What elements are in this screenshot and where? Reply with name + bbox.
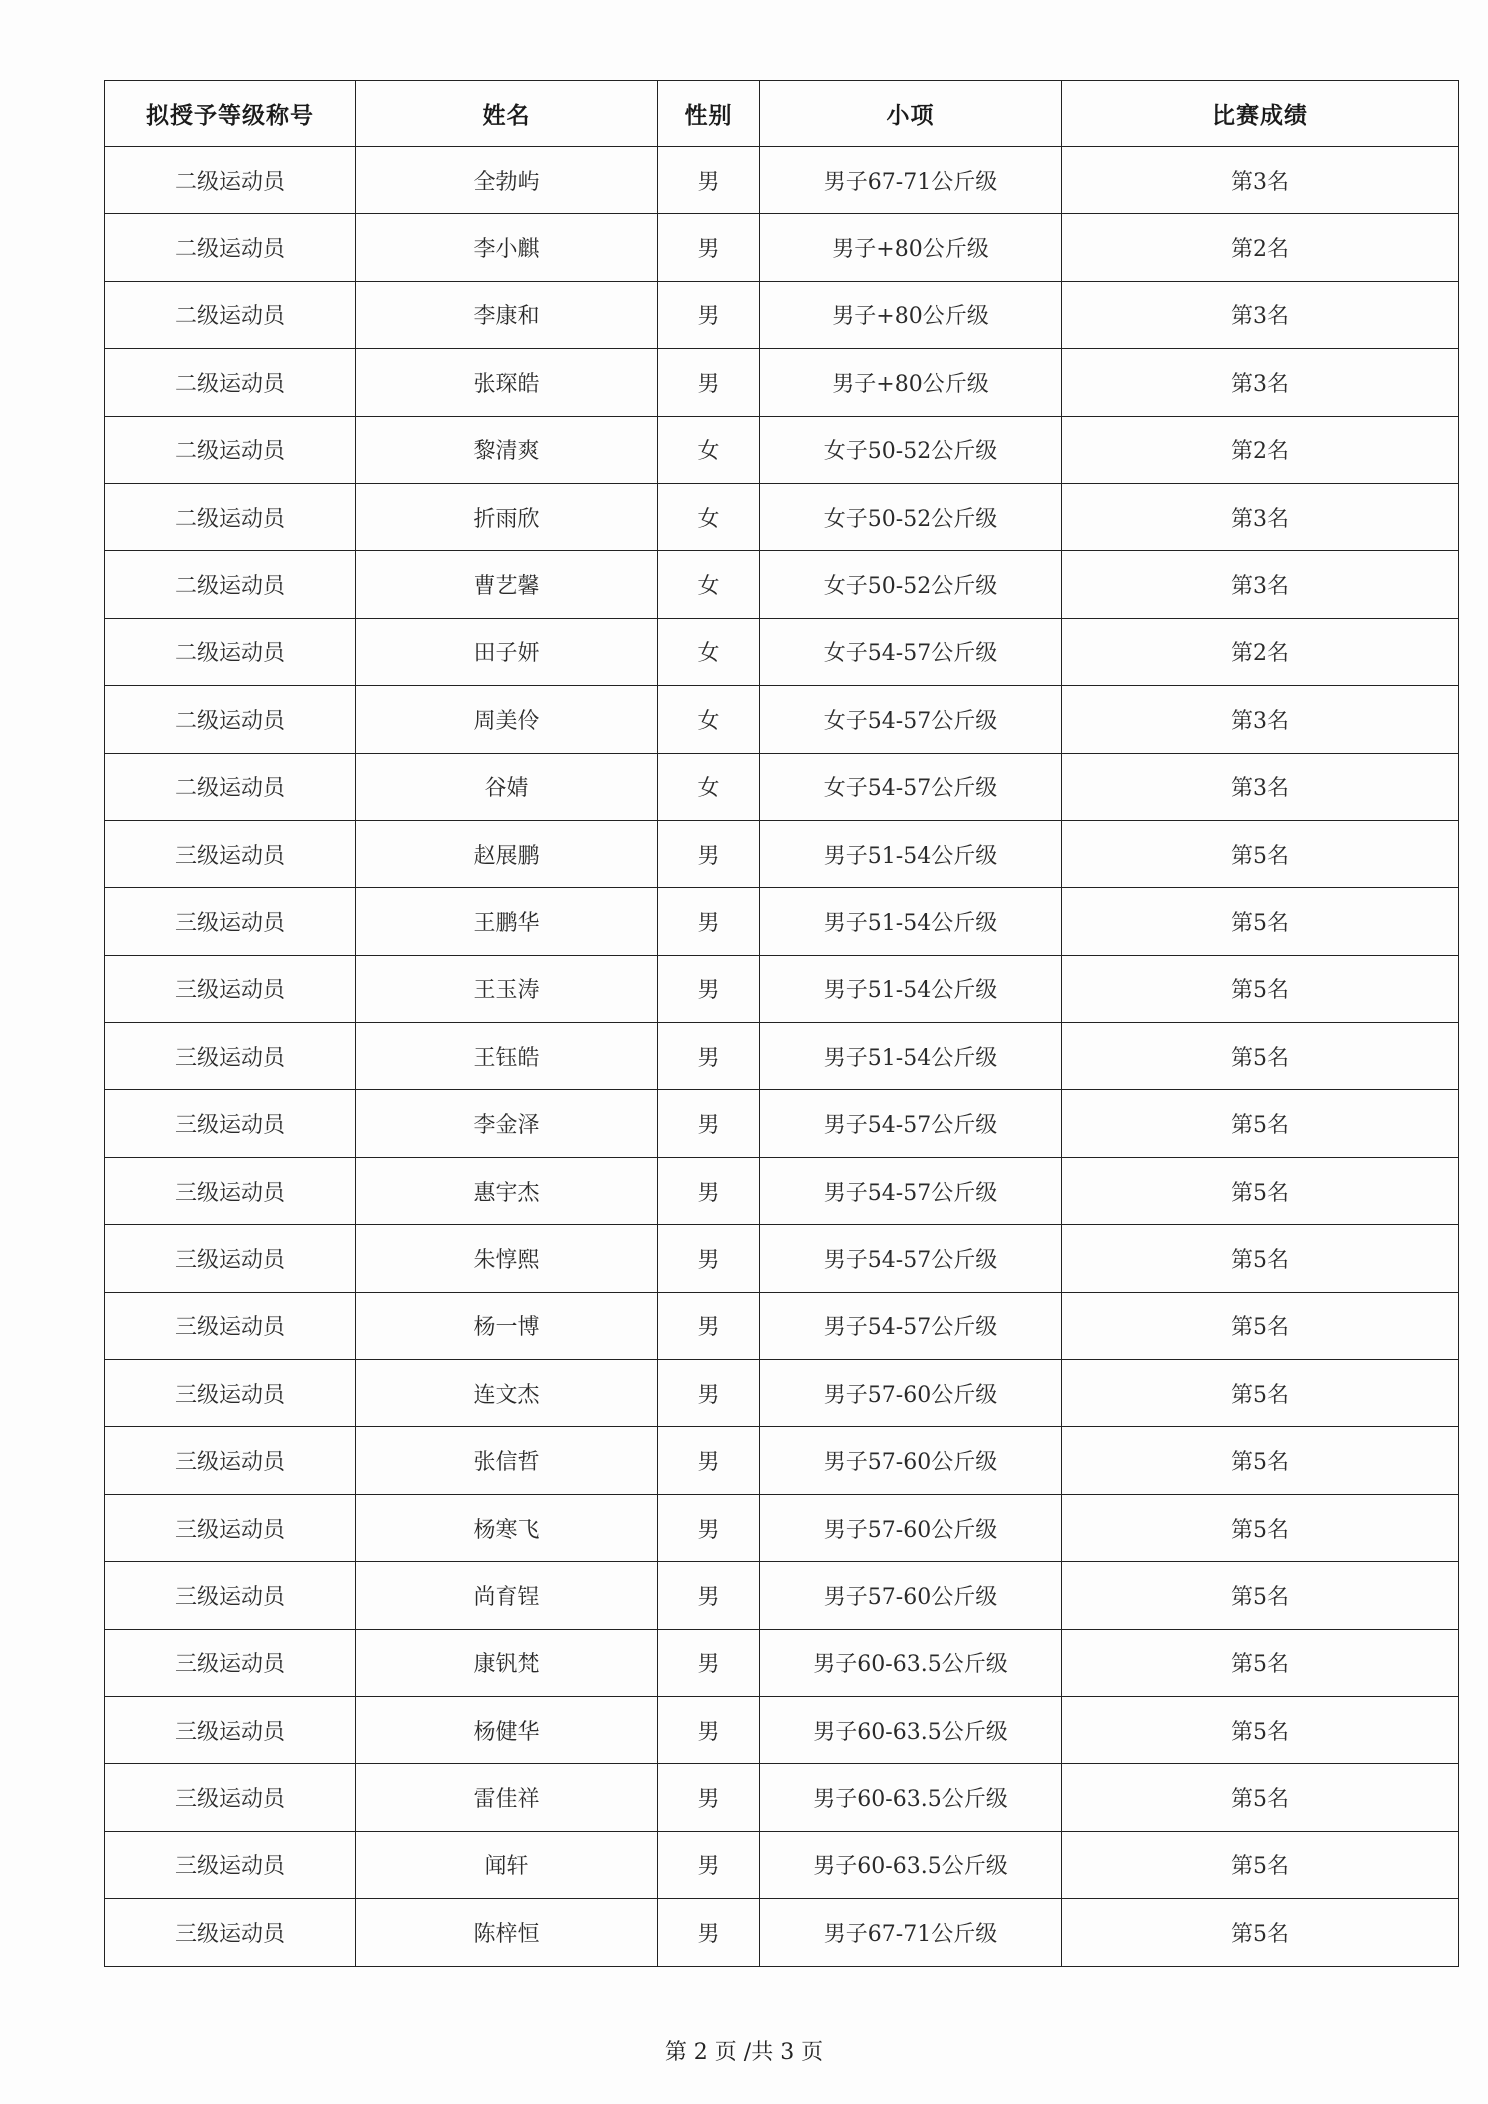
cell-result: 第5名	[1062, 1427, 1459, 1494]
cell-gender: 男	[658, 1696, 760, 1763]
cell-name: 王钰皓	[356, 1023, 658, 1090]
cell-result: 第5名	[1062, 1157, 1459, 1224]
cell-event: 男子60-63.5公斤级	[760, 1696, 1062, 1763]
cell-event: 男子+80公斤级	[760, 349, 1062, 416]
cell-gender: 男	[658, 1562, 760, 1629]
table-row	[105, 1764, 1459, 1831]
table-row	[105, 1899, 1459, 1966]
table-row	[105, 349, 1459, 416]
cell-name: 闻轩	[356, 1831, 658, 1898]
cell-level: 二级运动员	[105, 349, 356, 416]
page-number: 第 2 页 /共 3 页	[664, 2040, 824, 2065]
table-row	[105, 820, 1459, 887]
cell-name: 全勃屿	[356, 147, 658, 214]
cell-level: 三级运动员	[105, 1090, 356, 1157]
cell-level: 二级运动员	[105, 147, 356, 214]
table-row	[105, 1629, 1459, 1696]
cell-name: 康钒梵	[356, 1629, 658, 1696]
cell-result: 第5名	[1062, 1292, 1459, 1359]
cell-event: 男子51-54公斤级	[760, 820, 1062, 887]
cell-name: 谷婧	[356, 753, 658, 820]
cell-name: 雷佳祥	[356, 1764, 658, 1831]
table-row	[105, 1427, 1459, 1494]
cell-event: 男子57-60公斤级	[760, 1562, 1062, 1629]
cell-result: 第3名	[1062, 686, 1459, 753]
cell-level: 三级运动员	[105, 1427, 356, 1494]
cell-gender: 男	[658, 1090, 760, 1157]
cell-gender: 女	[658, 551, 760, 618]
cell-result: 第5名	[1062, 1225, 1459, 1292]
cell-result: 第2名	[1062, 618, 1459, 685]
table-row	[105, 1225, 1459, 1292]
cell-gender: 男	[658, 1157, 760, 1224]
table-row	[105, 1023, 1459, 1090]
cell-level: 三级运动员	[105, 1562, 356, 1629]
cell-level: 三级运动员	[105, 1023, 356, 1090]
cell-gender: 男	[658, 1360, 760, 1427]
cell-gender: 女	[658, 416, 760, 483]
table-row	[105, 618, 1459, 685]
table-row	[105, 147, 1459, 214]
cell-name: 田子妍	[356, 618, 658, 685]
table-row	[105, 416, 1459, 483]
cell-result: 第3名	[1062, 483, 1459, 550]
header-level: 拟授予等级称号	[105, 81, 356, 147]
cell-name: 李康和	[356, 281, 658, 348]
cell-level: 三级运动员	[105, 820, 356, 887]
cell-event: 男子51-54公斤级	[760, 888, 1062, 955]
cell-result: 第2名	[1062, 416, 1459, 483]
cell-name: 王鹏华	[356, 888, 658, 955]
cell-gender: 女	[658, 686, 760, 753]
cell-event: 男子+80公斤级	[760, 214, 1062, 281]
cell-result: 第5名	[1062, 1831, 1459, 1898]
cell-result: 第3名	[1062, 281, 1459, 348]
cell-gender: 男	[658, 1764, 760, 1831]
cell-event: 男子54-57公斤级	[760, 1090, 1062, 1157]
table-row	[105, 753, 1459, 820]
table-row	[105, 888, 1459, 955]
cell-gender: 男	[658, 281, 760, 348]
cell-event: 女子54-57公斤级	[760, 618, 1062, 685]
cell-name: 周美伶	[356, 686, 658, 753]
cell-name: 曹艺馨	[356, 551, 658, 618]
header-event: 小项	[760, 81, 1062, 147]
cell-level: 二级运动员	[105, 214, 356, 281]
cell-event: 女子50-52公斤级	[760, 483, 1062, 550]
cell-level: 三级运动员	[105, 1360, 356, 1427]
cell-gender: 男	[658, 1292, 760, 1359]
cell-result: 第3名	[1062, 147, 1459, 214]
cell-result: 第5名	[1062, 1696, 1459, 1763]
cell-event: 男子54-57公斤级	[760, 1225, 1062, 1292]
cell-result: 第3名	[1062, 753, 1459, 820]
cell-name: 张信哲	[356, 1427, 658, 1494]
cell-gender: 男	[658, 1225, 760, 1292]
cell-level: 二级运动员	[105, 551, 356, 618]
cell-event: 男子60-63.5公斤级	[760, 1764, 1062, 1831]
cell-name: 折雨欣	[356, 483, 658, 550]
cell-level: 二级运动员	[105, 483, 356, 550]
cell-name: 黎清爽	[356, 416, 658, 483]
athlete-roster-table	[104, 80, 1459, 1967]
cell-event: 男子+80公斤级	[760, 281, 1062, 348]
cell-level: 二级运动员	[105, 416, 356, 483]
cell-level: 三级运动员	[105, 1899, 356, 1966]
header-result: 比赛成绩	[1062, 81, 1459, 147]
cell-level: 二级运动员	[105, 618, 356, 685]
cell-level: 二级运动员	[105, 753, 356, 820]
table-row	[105, 686, 1459, 753]
cell-name: 连文杰	[356, 1360, 658, 1427]
cell-event: 男子57-60公斤级	[760, 1427, 1062, 1494]
header-gender: 性别	[658, 81, 760, 147]
cell-level: 三级运动员	[105, 888, 356, 955]
cell-name: 朱惇熙	[356, 1225, 658, 1292]
table-row	[105, 1494, 1459, 1561]
table-row	[105, 1090, 1459, 1157]
cell-result: 第5名	[1062, 1360, 1459, 1427]
cell-level: 三级运动员	[105, 1696, 356, 1763]
cell-gender: 女	[658, 753, 760, 820]
cell-event: 男子51-54公斤级	[760, 1023, 1062, 1090]
table-row	[105, 1157, 1459, 1224]
cell-name: 杨健华	[356, 1696, 658, 1763]
cell-result: 第5名	[1062, 1899, 1459, 1966]
table-body	[105, 147, 1459, 1967]
cell-name: 赵展鹏	[356, 820, 658, 887]
cell-result: 第2名	[1062, 214, 1459, 281]
cell-result: 第3名	[1062, 551, 1459, 618]
cell-result: 第5名	[1062, 888, 1459, 955]
cell-gender: 男	[658, 888, 760, 955]
cell-event: 女子54-57公斤级	[760, 686, 1062, 753]
cell-result: 第5名	[1062, 1023, 1459, 1090]
cell-result: 第5名	[1062, 1090, 1459, 1157]
table-row	[105, 281, 1459, 348]
cell-result: 第5名	[1062, 955, 1459, 1022]
cell-name: 张琛皓	[356, 349, 658, 416]
cell-gender: 女	[658, 483, 760, 550]
cell-level: 三级运动员	[105, 1831, 356, 1898]
cell-name: 尚育锃	[356, 1562, 658, 1629]
cell-gender: 女	[658, 618, 760, 685]
cell-event: 男子60-63.5公斤级	[760, 1629, 1062, 1696]
cell-name: 杨一博	[356, 1292, 658, 1359]
table-row	[105, 1696, 1459, 1763]
cell-event: 女子50-52公斤级	[760, 416, 1062, 483]
cell-gender: 男	[658, 1427, 760, 1494]
cell-name: 惠宇杰	[356, 1157, 658, 1224]
header-name: 姓名	[356, 81, 658, 147]
cell-result: 第5名	[1062, 1562, 1459, 1629]
cell-name: 王玉涛	[356, 955, 658, 1022]
table-row	[105, 1562, 1459, 1629]
cell-event: 男子51-54公斤级	[760, 955, 1062, 1022]
cell-event: 男子60-63.5公斤级	[760, 1831, 1062, 1898]
cell-level: 三级运动员	[105, 1292, 356, 1359]
table-row	[105, 1360, 1459, 1427]
cell-level: 二级运动员	[105, 686, 356, 753]
cell-event: 男子57-60公斤级	[760, 1360, 1062, 1427]
table-row	[105, 1831, 1459, 1898]
cell-level: 三级运动员	[105, 1225, 356, 1292]
cell-level: 三级运动员	[105, 1629, 356, 1696]
cell-gender: 男	[658, 214, 760, 281]
cell-gender: 男	[658, 1831, 760, 1898]
cell-level: 三级运动员	[105, 1764, 356, 1831]
cell-name: 李金泽	[356, 1090, 658, 1157]
cell-event: 男子54-57公斤级	[760, 1292, 1062, 1359]
table-row	[105, 214, 1459, 281]
cell-result: 第5名	[1062, 1494, 1459, 1561]
cell-name: 杨寒飞	[356, 1494, 658, 1561]
cell-level: 三级运动员	[105, 1157, 356, 1224]
cell-level: 三级运动员	[105, 955, 356, 1022]
cell-event: 男子54-57公斤级	[760, 1157, 1062, 1224]
cell-gender: 男	[658, 1023, 760, 1090]
cell-result: 第5名	[1062, 1629, 1459, 1696]
cell-result: 第5名	[1062, 820, 1459, 887]
cell-name: 陈梓恒	[356, 1899, 658, 1966]
cell-result: 第3名	[1062, 349, 1459, 416]
cell-gender: 男	[658, 820, 760, 887]
cell-gender: 男	[658, 1629, 760, 1696]
cell-result: 第5名	[1062, 1764, 1459, 1831]
cell-level: 三级运动员	[105, 1494, 356, 1561]
table-row	[105, 955, 1459, 1022]
cell-gender: 男	[658, 1899, 760, 1966]
table-row	[105, 551, 1459, 618]
cell-event: 男子67-71公斤级	[760, 147, 1062, 214]
cell-gender: 男	[658, 147, 760, 214]
cell-gender: 男	[658, 349, 760, 416]
cell-event: 女子50-52公斤级	[760, 551, 1062, 618]
cell-level: 二级运动员	[105, 281, 356, 348]
table-row	[105, 1292, 1459, 1359]
cell-gender: 男	[658, 955, 760, 1022]
cell-event: 女子54-57公斤级	[760, 753, 1062, 820]
cell-gender: 男	[658, 1494, 760, 1561]
table-row	[105, 483, 1459, 550]
table-header-row	[105, 81, 1459, 147]
cell-event: 男子57-60公斤级	[760, 1494, 1062, 1561]
cell-event: 男子67-71公斤级	[760, 1899, 1062, 1966]
cell-name: 李小麒	[356, 214, 658, 281]
